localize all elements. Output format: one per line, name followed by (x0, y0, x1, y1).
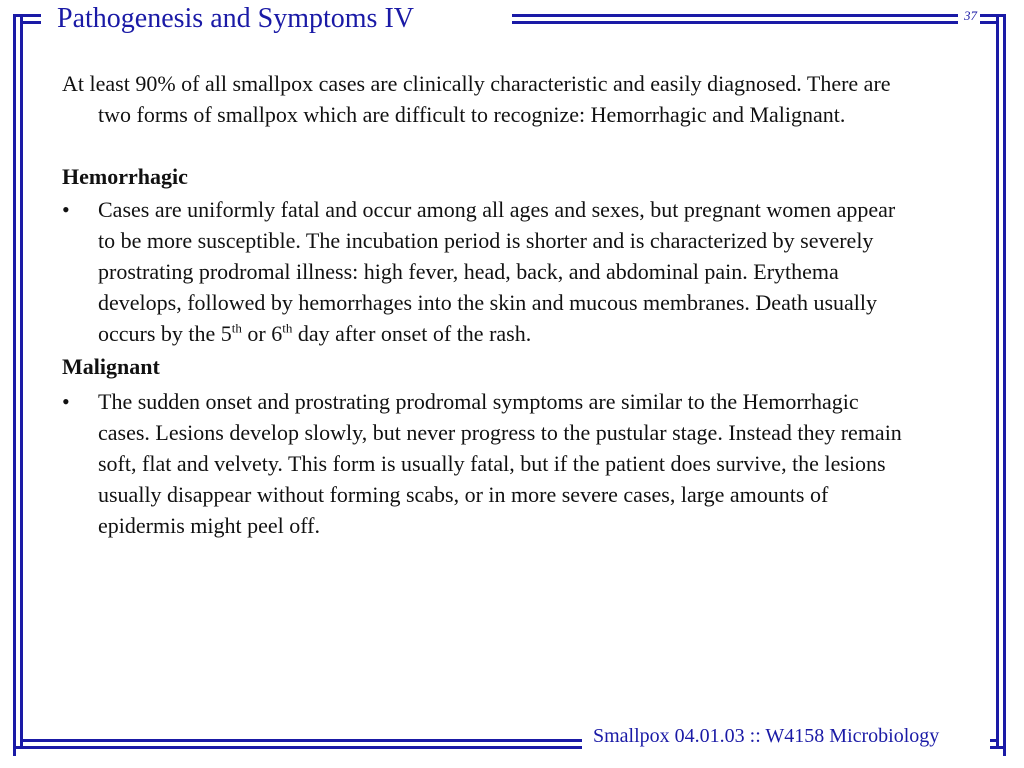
section-heading-hemorrhagic: Hemorrhagic (62, 164, 188, 189)
frame-bottom-left-1 (20, 739, 582, 742)
bullet-malignant (62, 386, 912, 541)
frame-bottom-right-2 (990, 746, 1006, 749)
slide-title: Pathogenesis and Symptoms IV (57, 3, 414, 34)
frame-right-outer (1003, 14, 1006, 756)
frame-right-inner (996, 14, 999, 749)
bullet-hemorrhagic (62, 194, 912, 349)
superscript-th: th (282, 320, 293, 336)
frame-top-right-1 (512, 14, 958, 17)
frame-top-corner-2 (980, 21, 999, 24)
frame-bottom-left-2 (13, 746, 582, 749)
frame-top-right-2 (512, 21, 958, 24)
hemorrhagic-text-part3: day after onset of the rash. (292, 321, 532, 346)
section-heading-malignant: Malignant (62, 354, 160, 379)
slide-footer: Smallpox 04.01.03 :: W4158 Microbiology (593, 725, 940, 747)
intro-paragraph: At least 90% of all smallpox cases are clinically characteristic and easily diagnosed. There are two forms of smallpox which are difficult to recognize: Hemorrhagic and Malignant. (62, 71, 891, 127)
frame-top-left-2 (20, 21, 41, 24)
frame-top-corner-1 (980, 14, 1006, 17)
slide-content (62, 68, 912, 541)
hemorrhagic-text-part1: Cases are uniformly fatal and occur among all ages and sexes, but pregnant women appear to be more susceptible. The incubation period is shorter and is characterized by severely prostrating prodromal illness: high fever, head, back, and abdominal pain. Erythema develops, followed by hemorrhages into the skin and mucous membranes. Death usually occurs by the 5 (98, 197, 896, 346)
malignant-text: The sudden onset and prostrating prodromal symptoms are similar to the Hemorrhagic cases. Lesions develop slowly, but never progress to the pustular stage. Instead they remain soft, flat and velvety. This form is usually fatal, but if the patient does survive, the lesions usually disappear without forming scabs, or in more severe cases, large amounts of epidermis might peel off. (98, 389, 902, 538)
bullet-symbol: • (62, 389, 70, 414)
hemorrhagic-text-part2: or 6 (241, 321, 283, 346)
bullet-symbol: • (62, 197, 70, 222)
slide-number: 37 (964, 8, 977, 23)
frame-left-inner (20, 14, 23, 749)
frame-bottom-right-1 (990, 739, 999, 742)
frame-left-outer (13, 14, 16, 756)
superscript-th: th (231, 320, 242, 336)
frame-top-left-1 (13, 14, 41, 17)
